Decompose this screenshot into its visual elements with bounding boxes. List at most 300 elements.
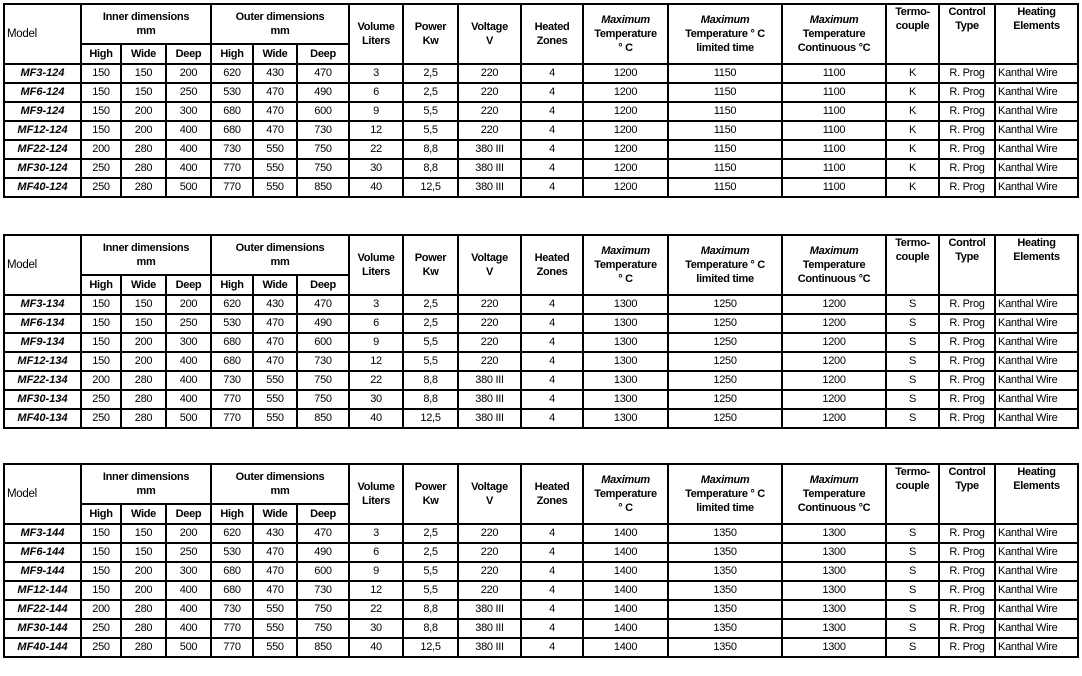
cell-inner-deep: 300 xyxy=(166,102,211,121)
cell-inner-high: 150 xyxy=(81,352,121,371)
cell-volume: 22 xyxy=(349,600,403,619)
cell-outer-high: 770 xyxy=(211,638,253,657)
cell-power: 2,5 xyxy=(403,295,458,314)
cell-max-temp-limited: 1150 xyxy=(668,159,782,178)
header-line: mm xyxy=(270,25,290,37)
cell-inner-high: 250 xyxy=(81,159,121,178)
header-line: ° C xyxy=(618,42,633,54)
cell-inner-deep: 250 xyxy=(166,314,211,333)
cell-volume: 12 xyxy=(349,121,403,140)
cell-termocouple: S xyxy=(886,314,939,333)
cell-outer-wide: 470 xyxy=(253,352,297,371)
header-line: Maximum xyxy=(601,474,650,486)
table-row xyxy=(4,619,1078,638)
header-model: Model xyxy=(4,464,81,524)
cell-inner-deep: 400 xyxy=(166,390,211,409)
cell-max-temp: 1300 xyxy=(583,333,668,352)
cell-outer-high: 530 xyxy=(211,543,253,562)
cell-heating-elements: Kanthal Wire xyxy=(995,638,1078,657)
header-termocouple xyxy=(886,235,939,295)
header-line: Termo- xyxy=(895,237,930,249)
cell-max-temp-continuous: 1300 xyxy=(782,524,886,543)
cell-inner-high: 150 xyxy=(81,543,121,562)
cell-outer-high: 620 xyxy=(211,64,253,83)
cell-model: MF40-134 xyxy=(4,409,81,428)
cell-max-temp-continuous: 1100 xyxy=(782,140,886,159)
cell-inner-high: 200 xyxy=(81,600,121,619)
table-row xyxy=(4,314,1078,333)
cell-inner-deep: 400 xyxy=(166,352,211,371)
cell-max-temp: 1200 xyxy=(583,178,668,197)
cell-voltage: 220 xyxy=(458,102,521,121)
cell-outer-deep: 750 xyxy=(297,390,349,409)
cell-max-temp: 1200 xyxy=(583,121,668,140)
header-line: Control xyxy=(948,6,986,18)
table-row xyxy=(4,409,1078,428)
cell-inner-deep: 500 xyxy=(166,409,211,428)
table-row xyxy=(4,121,1078,140)
cell-control-type: R. Prog xyxy=(939,314,995,333)
cell-volume: 6 xyxy=(349,543,403,562)
cell-outer-deep: 730 xyxy=(297,352,349,371)
cell-heated-zones: 4 xyxy=(521,314,583,333)
cell-inner-deep: 300 xyxy=(166,562,211,581)
header-outer-dimensions xyxy=(211,235,349,275)
header-line: Maximum xyxy=(700,474,750,486)
header-inner-dimensions xyxy=(81,464,211,504)
cell-termocouple: S xyxy=(886,524,939,543)
table-body xyxy=(4,64,1078,197)
table-body xyxy=(4,524,1078,657)
cell-heating-elements: Kanthal Wire xyxy=(995,600,1078,619)
header-line: couple xyxy=(895,480,930,492)
header-line: Zones xyxy=(536,266,568,278)
subheader-inner-deep: Deep xyxy=(166,504,211,524)
cell-heated-zones: 4 xyxy=(521,600,583,619)
cell-outer-wide: 470 xyxy=(253,333,297,352)
cell-outer-wide: 550 xyxy=(253,619,297,638)
cell-control-type: R. Prog xyxy=(939,333,995,352)
cell-control-type: R. Prog xyxy=(939,352,995,371)
table-row xyxy=(4,64,1078,83)
cell-heated-zones: 4 xyxy=(521,83,583,102)
cell-inner-high: 150 xyxy=(81,102,121,121)
cell-model: MF22-144 xyxy=(4,600,81,619)
cell-outer-high: 680 xyxy=(211,562,253,581)
cell-power: 5,5 xyxy=(403,121,458,140)
header-power xyxy=(403,464,458,524)
cell-max-temp: 1300 xyxy=(583,352,668,371)
cell-max-temp-limited: 1150 xyxy=(668,178,782,197)
header-line: mm xyxy=(136,25,156,37)
furnace-spec-table xyxy=(3,463,1079,658)
cell-inner-wide: 150 xyxy=(121,64,166,83)
cell-heating-elements: Kanthal Wire xyxy=(995,83,1078,102)
header-control-type xyxy=(939,4,995,64)
cell-max-temp: 1300 xyxy=(583,390,668,409)
subheader-inner-deep: Deep xyxy=(166,275,211,295)
cell-inner-deep: 250 xyxy=(166,83,211,102)
cell-power: 2,5 xyxy=(403,64,458,83)
cell-outer-high: 770 xyxy=(211,409,253,428)
cell-power: 5,5 xyxy=(403,333,458,352)
cell-volume: 30 xyxy=(349,159,403,178)
cell-inner-deep: 400 xyxy=(166,140,211,159)
cell-outer-wide: 550 xyxy=(253,409,297,428)
header-line: Temperature xyxy=(594,259,657,271)
cell-voltage: 220 xyxy=(458,543,521,562)
header-power xyxy=(403,235,458,295)
cell-inner-deep: 300 xyxy=(166,333,211,352)
cell-inner-high: 250 xyxy=(81,638,121,657)
cell-model: MF3-134 xyxy=(4,295,81,314)
cell-max-temp: 1400 xyxy=(583,638,668,657)
cell-inner-wide: 200 xyxy=(121,102,166,121)
cell-heated-zones: 4 xyxy=(521,619,583,638)
cell-inner-high: 200 xyxy=(81,140,121,159)
cell-inner-wide: 150 xyxy=(121,295,166,314)
cell-heated-zones: 4 xyxy=(521,390,583,409)
cell-volume: 30 xyxy=(349,390,403,409)
header-power xyxy=(403,4,458,64)
header-line: Power xyxy=(414,481,447,493)
cell-model: MF40-144 xyxy=(4,638,81,657)
cell-model: MF22-124 xyxy=(4,140,81,159)
cell-voltage: 380 III xyxy=(458,371,521,390)
cell-heated-zones: 4 xyxy=(521,159,583,178)
table-row xyxy=(4,524,1078,543)
cell-max-temp-limited: 1350 xyxy=(668,581,782,600)
header-line: Voltage xyxy=(471,252,508,264)
header-line: Heated xyxy=(534,252,570,264)
header-line: Maximum xyxy=(809,245,859,257)
cell-outer-high: 680 xyxy=(211,333,253,352)
header-line: V xyxy=(486,495,494,507)
cell-heated-zones: 4 xyxy=(521,64,583,83)
header-termocouple xyxy=(886,464,939,524)
cell-volume: 6 xyxy=(349,314,403,333)
cell-control-type: R. Prog xyxy=(939,178,995,197)
cell-outer-deep: 730 xyxy=(297,121,349,140)
cell-volume: 40 xyxy=(349,409,403,428)
cell-power: 2,5 xyxy=(403,543,458,562)
header-line: Heating xyxy=(1017,6,1056,18)
cell-inner-wide: 150 xyxy=(121,543,166,562)
cell-outer-deep: 750 xyxy=(297,371,349,390)
cell-heating-elements: Kanthal Wire xyxy=(995,619,1078,638)
header-line: V xyxy=(486,266,494,278)
header-max-temperature-continuous xyxy=(782,464,886,524)
header-line: Termo- xyxy=(895,6,930,18)
cell-heated-zones: 4 xyxy=(521,121,583,140)
table-row xyxy=(4,178,1078,197)
cell-inner-wide: 280 xyxy=(121,638,166,657)
cell-outer-wide: 550 xyxy=(253,178,297,197)
cell-max-temp-limited: 1350 xyxy=(668,600,782,619)
cell-outer-high: 730 xyxy=(211,371,253,390)
cell-volume: 3 xyxy=(349,524,403,543)
cell-volume: 30 xyxy=(349,619,403,638)
cell-heating-elements: Kanthal Wire xyxy=(995,409,1078,428)
cell-outer-deep: 730 xyxy=(297,581,349,600)
cell-voltage: 220 xyxy=(458,352,521,371)
cell-max-temp: 1200 xyxy=(583,159,668,178)
header-line: Control xyxy=(948,237,986,249)
cell-outer-high: 770 xyxy=(211,619,253,638)
cell-outer-wide: 430 xyxy=(253,524,297,543)
cell-inner-wide: 280 xyxy=(121,619,166,638)
cell-max-temp: 1300 xyxy=(583,314,668,333)
cell-max-temp-limited: 1250 xyxy=(668,409,782,428)
header-line: Maximum xyxy=(700,14,750,26)
cell-power: 5,5 xyxy=(403,562,458,581)
cell-volume: 6 xyxy=(349,83,403,102)
subheader-inner-wide: Wide xyxy=(121,44,166,64)
cell-outer-wide: 550 xyxy=(253,390,297,409)
cell-outer-deep: 850 xyxy=(297,409,349,428)
cell-max-temp-limited: 1150 xyxy=(668,64,782,83)
cell-inner-deep: 400 xyxy=(166,159,211,178)
cell-heated-zones: 4 xyxy=(521,543,583,562)
cell-inner-wide: 150 xyxy=(121,314,166,333)
header-row xyxy=(4,4,1078,44)
table-row xyxy=(4,159,1078,178)
cell-outer-deep: 600 xyxy=(297,102,349,121)
cell-max-temp: 1400 xyxy=(583,600,668,619)
cell-max-temp-limited: 1350 xyxy=(668,619,782,638)
cell-max-temp-limited: 1150 xyxy=(668,140,782,159)
cell-model: MF9-124 xyxy=(4,102,81,121)
header-control-type xyxy=(939,464,995,524)
header-voltage xyxy=(458,235,521,295)
cell-outer-high: 620 xyxy=(211,295,253,314)
cell-volume: 40 xyxy=(349,638,403,657)
header-line: Termo- xyxy=(895,466,930,478)
cell-outer-deep: 750 xyxy=(297,619,349,638)
header-heating-elements xyxy=(995,4,1078,64)
cell-outer-high: 620 xyxy=(211,524,253,543)
cell-outer-high: 530 xyxy=(211,314,253,333)
cell-model: MF6-124 xyxy=(4,83,81,102)
cell-termocouple: K xyxy=(886,64,939,83)
cell-model: MF30-124 xyxy=(4,159,81,178)
cell-heating-elements: Kanthal Wire xyxy=(995,581,1078,600)
header-max-temperature-limited xyxy=(668,235,782,295)
cell-outer-deep: 850 xyxy=(297,178,349,197)
header-line: mm xyxy=(270,256,290,268)
cell-voltage: 380 III xyxy=(458,178,521,197)
header-line: mm xyxy=(136,256,156,268)
cell-max-temp-limited: 1150 xyxy=(668,102,782,121)
header-line: Zones xyxy=(536,495,568,507)
cell-model: MF30-144 xyxy=(4,619,81,638)
cell-outer-deep: 600 xyxy=(297,333,349,352)
cell-heated-zones: 4 xyxy=(521,352,583,371)
header-control-type xyxy=(939,235,995,295)
cell-outer-wide: 550 xyxy=(253,140,297,159)
cell-inner-high: 150 xyxy=(81,121,121,140)
header-line: Temperature xyxy=(594,488,657,500)
cell-inner-high: 150 xyxy=(81,333,121,352)
cell-control-type: R. Prog xyxy=(939,581,995,600)
cell-power: 5,5 xyxy=(403,352,458,371)
cell-termocouple: K xyxy=(886,83,939,102)
cell-heating-elements: Kanthal Wire xyxy=(995,121,1078,140)
header-max-temperature-continuous xyxy=(782,235,886,295)
cell-max-temp-continuous: 1200 xyxy=(782,333,886,352)
header-line: Kw xyxy=(422,266,439,278)
cell-power: 8,8 xyxy=(403,600,458,619)
cell-control-type: R. Prog xyxy=(939,600,995,619)
header-line: Maximum xyxy=(809,474,859,486)
cell-control-type: R. Prog xyxy=(939,543,995,562)
cell-heated-zones: 4 xyxy=(521,562,583,581)
cell-voltage: 380 III xyxy=(458,140,521,159)
cell-max-temp-continuous: 1300 xyxy=(782,619,886,638)
cell-outer-wide: 550 xyxy=(253,159,297,178)
cell-max-temp: 1200 xyxy=(583,102,668,121)
cell-volume: 12 xyxy=(349,581,403,600)
cell-voltage: 220 xyxy=(458,581,521,600)
header-max-temperature-limited xyxy=(668,4,782,64)
cell-power: 8,8 xyxy=(403,159,458,178)
cell-voltage: 380 III xyxy=(458,159,521,178)
header-max-temperature xyxy=(583,464,668,524)
cell-power: 8,8 xyxy=(403,390,458,409)
cell-max-temp-limited: 1250 xyxy=(668,352,782,371)
cell-outer-wide: 550 xyxy=(253,600,297,619)
cell-model: MF6-144 xyxy=(4,543,81,562)
cell-volume: 3 xyxy=(349,64,403,83)
cell-termocouple: S xyxy=(886,543,939,562)
cell-model: MF22-134 xyxy=(4,371,81,390)
cell-inner-wide: 280 xyxy=(121,371,166,390)
cell-outer-wide: 470 xyxy=(253,314,297,333)
cell-outer-deep: 490 xyxy=(297,314,349,333)
header-line: mm xyxy=(270,485,290,497)
cell-power: 8,8 xyxy=(403,140,458,159)
cell-termocouple: S xyxy=(886,600,939,619)
cell-heating-elements: Kanthal Wire xyxy=(995,102,1078,121)
table-body xyxy=(4,295,1078,428)
cell-termocouple: S xyxy=(886,371,939,390)
cell-voltage: 220 xyxy=(458,314,521,333)
cell-voltage: 220 xyxy=(458,83,521,102)
cell-max-temp-continuous: 1300 xyxy=(782,581,886,600)
header-line: Volume xyxy=(357,481,395,493)
subheader-inner-high: High xyxy=(81,504,121,524)
cell-inner-high: 150 xyxy=(81,581,121,600)
header-voltage xyxy=(458,464,521,524)
cell-outer-deep: 750 xyxy=(297,159,349,178)
cell-outer-wide: 470 xyxy=(253,581,297,600)
cell-outer-high: 530 xyxy=(211,83,253,102)
header-line: Maximum xyxy=(601,14,650,26)
cell-outer-high: 730 xyxy=(211,140,253,159)
header-max-temperature-limited xyxy=(668,464,782,524)
cell-heated-zones: 4 xyxy=(521,371,583,390)
cell-outer-deep: 850 xyxy=(297,638,349,657)
cell-outer-wide: 550 xyxy=(253,371,297,390)
header-line: Heating xyxy=(1017,237,1056,249)
cell-heating-elements: Kanthal Wire xyxy=(995,295,1078,314)
cell-model: MF6-134 xyxy=(4,314,81,333)
header-heated-zones xyxy=(521,464,583,524)
cell-inner-wide: 150 xyxy=(121,83,166,102)
cell-voltage: 220 xyxy=(458,121,521,140)
cell-power: 2,5 xyxy=(403,524,458,543)
cell-heating-elements: Kanthal Wire xyxy=(995,178,1078,197)
cell-termocouple: K xyxy=(886,140,939,159)
header-heated-zones xyxy=(521,4,583,64)
cell-max-temp-limited: 1250 xyxy=(668,314,782,333)
cell-outer-high: 730 xyxy=(211,600,253,619)
cell-inner-deep: 200 xyxy=(166,295,211,314)
cell-inner-wide: 200 xyxy=(121,562,166,581)
cell-voltage: 220 xyxy=(458,64,521,83)
cell-outer-wide: 430 xyxy=(253,64,297,83)
cell-max-temp: 1200 xyxy=(583,140,668,159)
header-line: Temperature ° C xyxy=(685,259,765,271)
cell-max-temp-limited: 1350 xyxy=(668,543,782,562)
cell-inner-high: 200 xyxy=(81,371,121,390)
cell-termocouple: S xyxy=(886,295,939,314)
subheader-outer-deep: Deep xyxy=(297,44,349,64)
cell-max-temp-continuous: 1200 xyxy=(782,295,886,314)
header-line: Outer dimensions xyxy=(235,242,325,254)
cell-voltage: 220 xyxy=(458,562,521,581)
table-row xyxy=(4,333,1078,352)
cell-power: 8,8 xyxy=(403,619,458,638)
header-line: ° C xyxy=(618,502,633,514)
header-model: Model xyxy=(4,4,81,64)
cell-outer-deep: 490 xyxy=(297,543,349,562)
header-line: Maximum xyxy=(809,14,859,26)
cell-power: 2,5 xyxy=(403,314,458,333)
header-line: Heating xyxy=(1017,466,1056,478)
furnace-spec-table xyxy=(3,234,1079,429)
cell-outer-high: 770 xyxy=(211,390,253,409)
cell-outer-high: 680 xyxy=(211,102,253,121)
cell-termocouple: S xyxy=(886,409,939,428)
cell-inner-deep: 400 xyxy=(166,619,211,638)
header-max-temperature xyxy=(583,235,668,295)
cell-heating-elements: Kanthal Wire xyxy=(995,371,1078,390)
furnace-spec-table xyxy=(3,3,1079,198)
subheader-outer-wide: Wide xyxy=(253,44,297,64)
cell-outer-deep: 750 xyxy=(297,600,349,619)
cell-max-temp-limited: 1150 xyxy=(668,83,782,102)
header-line: V xyxy=(486,35,494,47)
cell-volume: 12 xyxy=(349,352,403,371)
cell-outer-wide: 470 xyxy=(253,543,297,562)
cell-power: 12,5 xyxy=(403,409,458,428)
cell-control-type: R. Prog xyxy=(939,159,995,178)
cell-heating-elements: Kanthal Wire xyxy=(995,64,1078,83)
header-line: Inner dimensions xyxy=(102,471,190,483)
header-line: Elements xyxy=(1013,251,1060,263)
header-line: Temperature ° C xyxy=(685,28,765,40)
cell-termocouple: S xyxy=(886,352,939,371)
cell-outer-high: 680 xyxy=(211,581,253,600)
cell-voltage: 220 xyxy=(458,524,521,543)
cell-model: MF3-144 xyxy=(4,524,81,543)
cell-heated-zones: 4 xyxy=(521,638,583,657)
table-row xyxy=(4,140,1078,159)
subheader-outer-deep: Deep xyxy=(297,504,349,524)
cell-max-temp-continuous: 1100 xyxy=(782,178,886,197)
header-line: Voltage xyxy=(471,481,508,493)
